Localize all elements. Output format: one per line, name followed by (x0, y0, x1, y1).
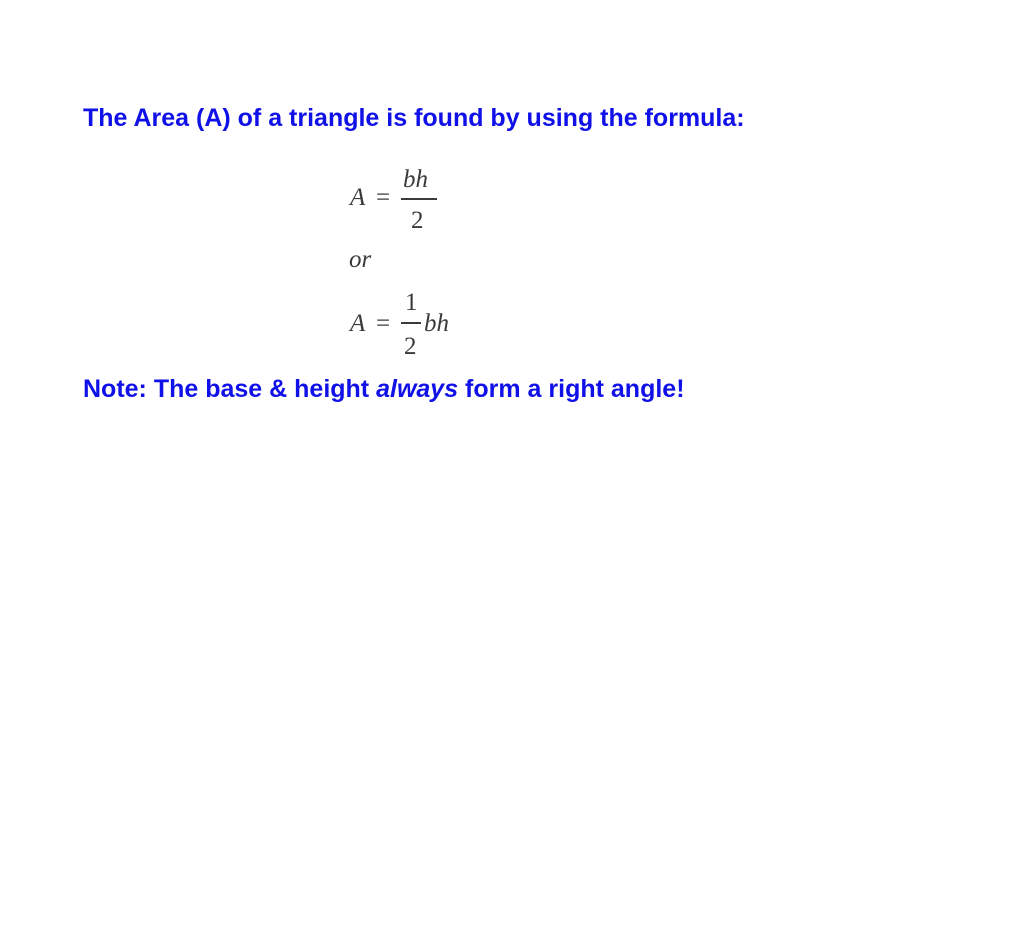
note-prefix: Note: The base & height (83, 375, 377, 403)
formula-1-numerator: bh (403, 166, 428, 193)
formula-2-tail: bh (424, 310, 449, 337)
formula-2-equals: = (376, 310, 391, 337)
formula-2-numerator: 1 (405, 289, 418, 316)
formula-1-lhs: A (350, 184, 366, 211)
note-suffix: form a right angle! (458, 375, 685, 403)
formula-1-equals: = (376, 184, 391, 211)
note-text (83, 375, 685, 404)
formula-2-lhs: A (350, 310, 366, 337)
formula-1-fraction-bar (401, 198, 437, 200)
formula-separator: or (349, 246, 372, 273)
formula-1-denominator: 2 (411, 207, 424, 234)
formula-2-denominator: 2 (404, 333, 417, 360)
intro-sentence: The Area (A) of a triangle is found by using the formula: (83, 104, 745, 132)
intro-text (83, 104, 745, 133)
note-emphasis: always (376, 375, 459, 403)
formula-2-fraction-bar (401, 322, 421, 324)
